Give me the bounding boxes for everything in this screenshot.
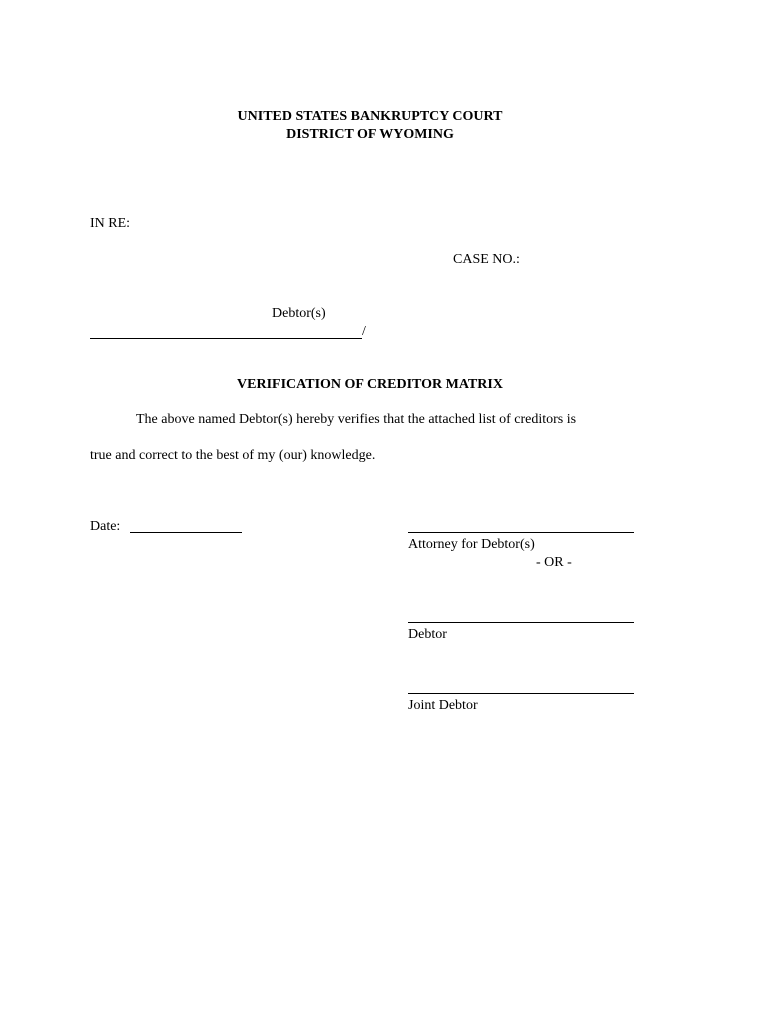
attorney-signature-line[interactable]	[408, 532, 634, 533]
document-title: VERIFICATION OF CREDITOR MATRIX	[237, 377, 503, 392]
case-number-label: CASE NO.:	[453, 252, 520, 267]
caption-slash: /	[362, 324, 366, 339]
debtors-label: Debtor(s)	[272, 306, 326, 321]
joint-debtor-label: Joint Debtor	[408, 698, 478, 713]
debtor-signature-line[interactable]	[408, 622, 634, 623]
body-line-2: true and correct to the best of my (our) knowledge.	[90, 448, 376, 463]
or-label: - OR -	[536, 555, 572, 570]
body-line-1: The above named Debtor(s) hereby verifies that the attached list of creditors is	[136, 412, 577, 427]
court-name: UNITED STATES BANKRUPTCY COURT	[237, 109, 503, 124]
caption-underline	[90, 338, 362, 339]
date-line[interactable]	[130, 532, 242, 533]
attorney-label: Attorney for Debtor(s)	[408, 537, 535, 552]
joint-debtor-signature-line[interactable]	[408, 693, 634, 694]
debtor-label: Debtor	[408, 627, 447, 642]
district-name: DISTRICT OF WYOMING	[286, 127, 454, 142]
in-re-label: IN RE:	[90, 216, 131, 231]
date-label: Date:	[90, 519, 121, 534]
